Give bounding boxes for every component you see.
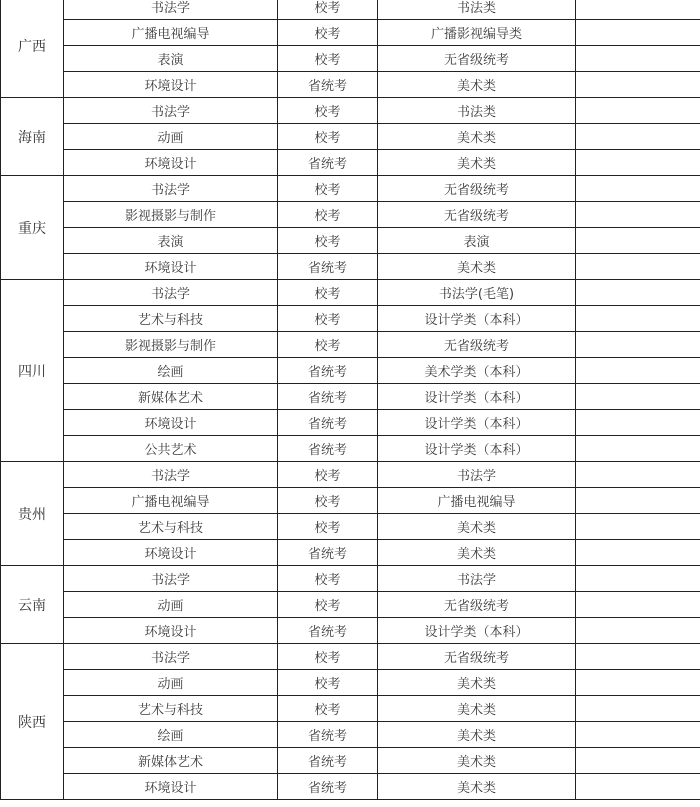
major-cell: 书法学 — [64, 280, 278, 306]
empty-cell — [576, 384, 700, 410]
table-row — [1, 150, 700, 176]
exam-type-cell: 省统考 — [278, 384, 378, 410]
exam-type-cell: 校考 — [278, 20, 378, 46]
table-row — [1, 124, 700, 150]
exam-type-cell: 校考 — [278, 566, 378, 592]
empty-cell — [576, 150, 700, 176]
table-row — [1, 98, 700, 124]
table-row — [1, 514, 700, 540]
table-row — [1, 254, 700, 280]
empty-cell — [576, 410, 700, 436]
empty-cell — [576, 254, 700, 280]
major-cell: 表演 — [64, 228, 278, 254]
exam-type-cell: 校考 — [278, 696, 378, 722]
table-row — [1, 176, 700, 202]
major-cell: 环境设计 — [64, 254, 278, 280]
major-cell: 新媒体艺术 — [64, 748, 278, 774]
category-cell: 设计学类（本科） — [378, 436, 576, 462]
exam-type-cell: 省统考 — [278, 410, 378, 436]
exam-type-cell: 校考 — [278, 202, 378, 228]
exam-type-cell: 校考 — [278, 176, 378, 202]
province-cell: 四川 — [1, 280, 64, 462]
province-cell: 重庆 — [1, 176, 64, 280]
empty-cell — [576, 514, 700, 540]
major-cell: 书法学 — [64, 644, 278, 670]
category-cell: 美术类 — [378, 722, 576, 748]
exam-type-cell: 校考 — [278, 462, 378, 488]
category-cell: 无省级统考 — [378, 46, 576, 72]
exam-type-cell: 省统考 — [278, 748, 378, 774]
table-row — [1, 436, 700, 462]
table-row — [1, 46, 700, 72]
major-cell: 艺术与科技 — [64, 514, 278, 540]
table-row — [1, 410, 700, 436]
category-cell: 广播电视编导 — [378, 488, 576, 514]
empty-cell — [576, 332, 700, 358]
exam-type-cell: 省统考 — [278, 618, 378, 644]
empty-cell — [576, 98, 700, 124]
category-cell: 设计学类（本科） — [378, 306, 576, 332]
empty-cell — [576, 202, 700, 228]
table-row — [1, 306, 700, 332]
category-cell: 设计学类（本科） — [378, 384, 576, 410]
exam-type-cell: 校考 — [278, 332, 378, 358]
major-cell: 表演 — [64, 46, 278, 72]
category-cell: 美术类 — [378, 696, 576, 722]
table-row — [1, 0, 700, 20]
table-row — [1, 384, 700, 410]
major-cell: 绘画 — [64, 358, 278, 384]
major-cell: 环境设计 — [64, 618, 278, 644]
exam-type-cell: 省统考 — [278, 774, 378, 800]
category-cell: 美术类 — [378, 774, 576, 800]
table-row — [1, 696, 700, 722]
empty-cell — [576, 46, 700, 72]
category-cell: 书法类 — [378, 98, 576, 124]
category-cell: 书法学(毛笔) — [378, 280, 576, 306]
exam-type-cell: 校考 — [278, 514, 378, 540]
major-cell: 环境设计 — [64, 72, 278, 98]
major-cell: 新媒体艺术 — [64, 384, 278, 410]
major-cell: 书法学 — [64, 98, 278, 124]
table-row — [1, 462, 700, 488]
empty-cell — [576, 488, 700, 514]
table-row — [1, 488, 700, 514]
category-cell: 无省级统考 — [378, 202, 576, 228]
major-cell: 艺术与科技 — [64, 306, 278, 332]
major-cell: 公共艺术 — [64, 436, 278, 462]
category-cell: 美术学类（本科） — [378, 358, 576, 384]
major-cell: 书法学 — [64, 0, 278, 20]
empty-cell — [576, 618, 700, 644]
table-row — [1, 280, 700, 306]
table-row — [1, 566, 700, 592]
exam-type-cell: 校考 — [278, 98, 378, 124]
empty-cell — [576, 592, 700, 618]
empty-cell — [576, 280, 700, 306]
exam-type-cell: 省统考 — [278, 436, 378, 462]
table-row — [1, 228, 700, 254]
exam-type-cell: 校考 — [278, 124, 378, 150]
empty-cell — [576, 0, 700, 20]
category-cell: 表演 — [378, 228, 576, 254]
category-cell: 美术类 — [378, 748, 576, 774]
major-cell: 动画 — [64, 124, 278, 150]
category-cell: 美术类 — [378, 150, 576, 176]
province-cell: 云南 — [1, 566, 64, 644]
major-cell: 环境设计 — [64, 540, 278, 566]
table-row — [1, 592, 700, 618]
table-row — [1, 540, 700, 566]
empty-cell — [576, 358, 700, 384]
category-cell: 广播影视编导类 — [378, 20, 576, 46]
empty-cell — [576, 748, 700, 774]
empty-cell — [576, 696, 700, 722]
table-row — [1, 358, 700, 384]
category-cell: 美术类 — [378, 670, 576, 696]
exam-type-cell: 校考 — [278, 228, 378, 254]
empty-cell — [576, 722, 700, 748]
major-cell: 环境设计 — [64, 410, 278, 436]
exam-type-cell: 校考 — [278, 488, 378, 514]
table-row — [1, 670, 700, 696]
exam-type-cell: 校考 — [278, 46, 378, 72]
empty-cell — [576, 670, 700, 696]
empty-cell — [576, 644, 700, 670]
category-cell: 美术类 — [378, 72, 576, 98]
major-cell: 环境设计 — [64, 150, 278, 176]
exam-type-cell: 校考 — [278, 280, 378, 306]
province-cell: 陕西 — [1, 644, 64, 800]
major-cell: 书法学 — [64, 462, 278, 488]
category-cell: 书法学 — [378, 566, 576, 592]
exam-type-cell: 省统考 — [278, 540, 378, 566]
table-row — [1, 722, 700, 748]
table-row — [1, 332, 700, 358]
exam-type-cell: 校考 — [278, 306, 378, 332]
category-cell: 书法类 — [378, 0, 576, 20]
exam-type-cell: 省统考 — [278, 358, 378, 384]
major-cell: 广播电视编导 — [64, 20, 278, 46]
category-cell: 美术类 — [378, 514, 576, 540]
empty-cell — [576, 774, 700, 800]
empty-cell — [576, 176, 700, 202]
category-cell: 书法学 — [378, 462, 576, 488]
major-cell: 广播电视编导 — [64, 488, 278, 514]
province-cell: 广西 — [1, 0, 64, 98]
empty-cell — [576, 436, 700, 462]
table-row — [1, 20, 700, 46]
exam-type-cell: 省统考 — [278, 72, 378, 98]
major-cell: 环境设计 — [64, 774, 278, 800]
empty-cell — [576, 20, 700, 46]
table-row — [1, 618, 700, 644]
major-cell: 动画 — [64, 670, 278, 696]
major-cell: 影视摄影与制作 — [64, 332, 278, 358]
table-row — [1, 202, 700, 228]
province-cell: 贵州 — [1, 462, 64, 566]
table-body — [1, 0, 700, 800]
province-cell: 海南 — [1, 98, 64, 176]
table-row — [1, 748, 700, 774]
category-cell: 设计学类（本科） — [378, 618, 576, 644]
empty-cell — [576, 306, 700, 332]
major-cell: 书法学 — [64, 566, 278, 592]
category-cell: 无省级统考 — [378, 176, 576, 202]
exam-type-cell: 校考 — [278, 0, 378, 20]
table-row — [1, 774, 700, 800]
major-cell: 艺术与科技 — [64, 696, 278, 722]
table-row — [1, 644, 700, 670]
exam-type-cell: 省统考 — [278, 722, 378, 748]
category-cell: 美术类 — [378, 254, 576, 280]
major-cell: 动画 — [64, 592, 278, 618]
exam-type-cell: 省统考 — [278, 150, 378, 176]
category-cell: 无省级统考 — [378, 644, 576, 670]
category-cell: 美术类 — [378, 124, 576, 150]
empty-cell — [576, 462, 700, 488]
empty-cell — [576, 228, 700, 254]
major-cell: 书法学 — [64, 176, 278, 202]
exam-type-cell: 校考 — [278, 670, 378, 696]
empty-cell — [576, 540, 700, 566]
empty-cell — [576, 124, 700, 150]
empty-cell — [576, 72, 700, 98]
exam-type-cell: 校考 — [278, 644, 378, 670]
exam-type-cell: 省统考 — [278, 254, 378, 280]
major-cell: 影视摄影与制作 — [64, 202, 278, 228]
category-cell: 无省级统考 — [378, 332, 576, 358]
category-cell: 美术类 — [378, 540, 576, 566]
major-cell: 绘画 — [64, 722, 278, 748]
table-row — [1, 72, 700, 98]
empty-cell — [576, 566, 700, 592]
category-cell: 无省级统考 — [378, 592, 576, 618]
exam-type-cell: 校考 — [278, 592, 378, 618]
category-cell: 设计学类（本科） — [378, 410, 576, 436]
